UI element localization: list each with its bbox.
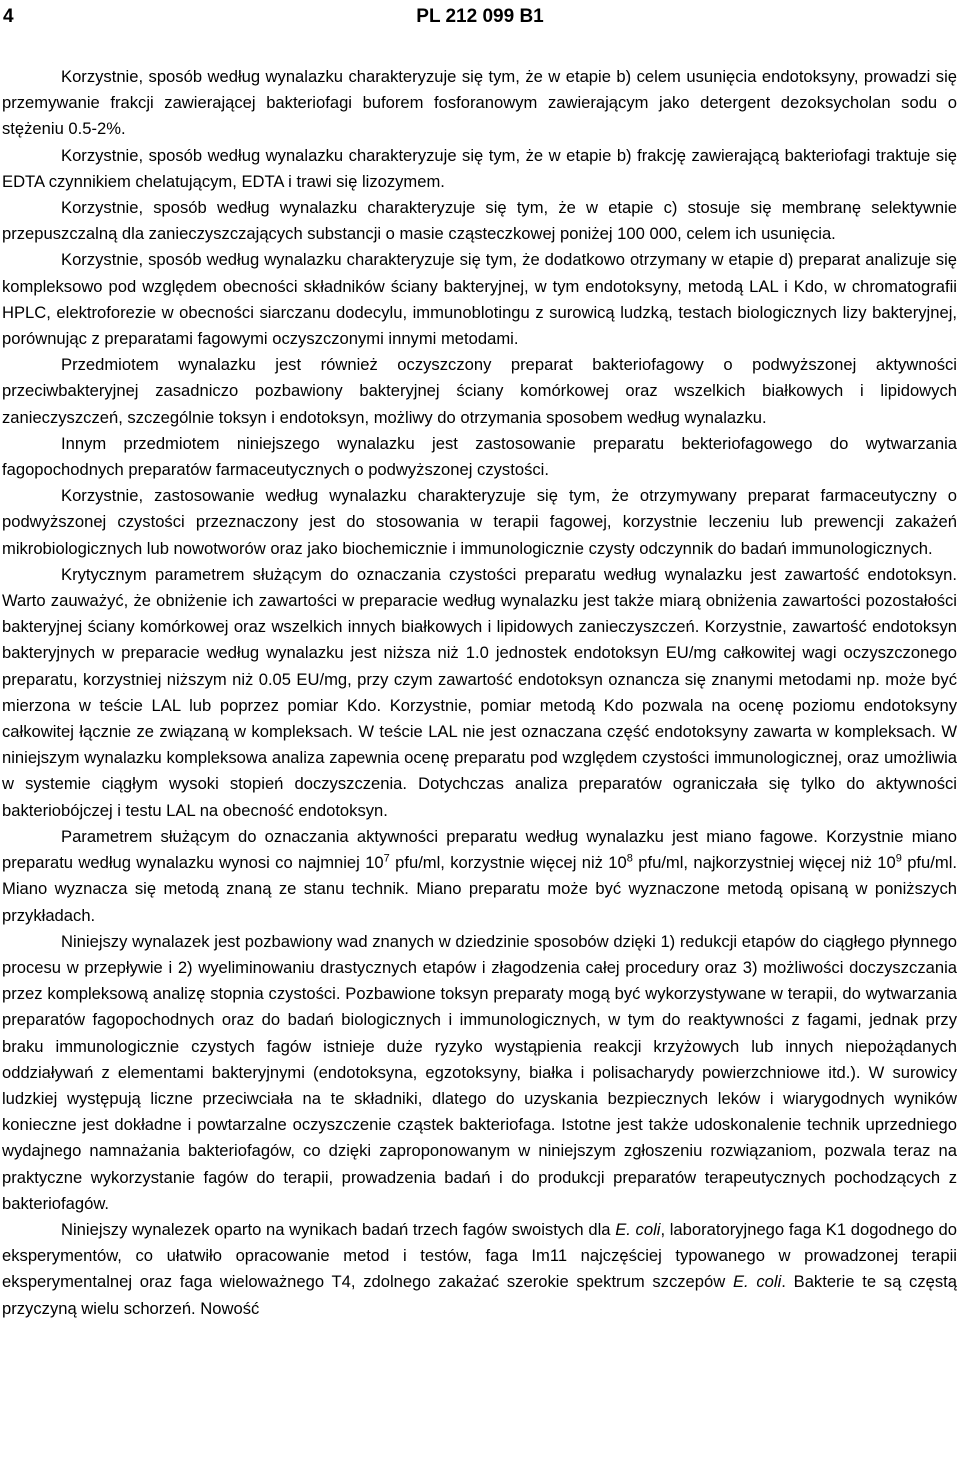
- text-run: Niniejszy wynalezek oparto na wynikach badań trzech fagów swoistych dla: [61, 1219, 616, 1239]
- exponent: 8: [626, 852, 633, 865]
- paragraph: Korzystnie, sposób według wynalazku charakteryzuje się tym, że w etapie b) frakcję zawierającą bakteriofagi traktuje się EDTA czynnikiem chelatującym, EDTA i trawi się lizozymem.: [2, 145, 957, 191]
- page-number: 4: [3, 6, 14, 27]
- paragraph-phages: [2, 1217, 957, 1322]
- exponent: 9: [895, 852, 902, 865]
- paragraph: Przedmiotem wynalazku jest również oczyszczony preparat bakteriofagowy o podwyższonej aktywności przeciwbakteryjnej zasadniczo pozbawiony bakteryjnej ściany komórkowej oraz wszelkich białkowych i lipidowych zanieczyszczeń, szczególnie toksyn i endotoksyn, możliwy do otrzymania sposobem według wynalazku.: [2, 355, 957, 427]
- patent-number: PL 212 099 B1: [416, 6, 544, 27]
- paragraph-titre: [2, 824, 957, 929]
- paragraph: Korzystnie, zastosowanie według wynalazku charakteryzuje się tym, że otrzymywany preparat farmaceutyczny o podwyższonej czystości przeznaczony jest do stosowania w terapii fagowej, korzystnie leczeniu lub prewencji zakażeń mikrobiologicznych lub nowotworów oraz jako biochemicznie i immunologicznie czysty odczynnik do badań immunologicznych.: [2, 486, 957, 558]
- paragraph: Korzystnie, sposób według wynalazku charakteryzuje się tym, że dodatkowo otrzymany w etapie d) preparat analizuje się kompleksowo pod względem obecności składników ściany bakteryjnej, w tym endotoksyny, metodą LAL i Kdo, w chromatografii HPLC, elektroforezie w obecności siarczanu dodecylu, immunoblotingu z surowicą ludzką, testach biologicznych lizy bakteryjnej, porównując z preparatami fagowymi oczyszczonymi innymi metodami.: [2, 250, 957, 349]
- paragraph: Korzystnie, sposób według wynalazku charakteryzuje się tym, że w etapie b) celem usunięcia endotoksyny, prowadzi się przemywanie frakcji zawierającej bakteriofagi buforem fosforanowym zawierającym jako detergent dezoksycholan sodu o stężeniu 0.5-2%.: [2, 67, 957, 139]
- text-run: pfu/ml, korzystnie więcej niż 10: [389, 853, 627, 873]
- paragraph: Korzystnie, sposób według wynalazku charakteryzuje się tym, że w etapie c) stosuje się membranę selektywnie przepuszczalną dla zanieczyszczających substancji o masie cząsteczkowej poniżej 100 000, celem ich usunięcia.: [2, 198, 957, 244]
- species-name: E. coli: [732, 1272, 782, 1292]
- paragraph: Innym przedmiotem niniejszego wynalazku jest zastosowanie preparatu bekteriofagowego do wytwarzania fagopochodnych preparatów farmaceutycznych o podwyższonej czystości.: [2, 433, 957, 480]
- paragraph: Krytycznym parametrem służącym do oznaczania czystości preparatu według wynalazku jest zawartość endotoksyn. Warto zauważyć, że obniżenie ich zawartości w preparacie według wynalazku jest także miarą obniżenia zawartości pozostałości bakteryjnej ściany komórkowej oraz wszelkich innych białkowych i lipidowych zanieczyszczeń. Korzystnie, zawartość endotoksyn bakteryjnych w preparacie według wynalazku jest niższa niż 1.0 jednostek endotoksyn EU/mg całkowitej wagi oczyszczonego preparatu, korzystniej niższym niż 0.05 EU/mg, przy czym zawartość endotoksyn oznancza się znanymi metodami np. może być mierzona w teście LAL lub poprzez pomiar Kdo. Korzystnie, pomiar metodą Kdo pozwala na ocenę poziomu endotoksyny całkowitej łącznie ze związaną w kompleksach. W teście LAL nie jest oznaczana część endotoksyny zawarta w kompleksach. W niniejszym wynalazku kompleksowa analiza zapewnia ocenę preparatu pod względem czystości immunologicznej, oraz umożliwia w systemie ciągłym wysoki stopień doczyszczenia. Dotychczas analiza preparatów ograniczała się tylko do aktywności bakteriobójczej i testu LAL na obecność endotoksyn.: [2, 564, 957, 820]
- page-header: [0, 0, 960, 40]
- document-body: [2, 64, 957, 1322]
- text-run: . Bakterie te są częstą przyczyną wielu schorzeń. Nowość: [2, 1272, 958, 1318]
- text-run: , laboratoryjnego faga K1 dogodnego do eksperymentów, co ułatwiło opracowanie metod i testów, faga Im11 najczęściej typowanego w prowadzonej terapii eksperymentalnej oraz faga wieloważnego T4, zdolnego zakażać szerokie spektrum szczepów: [2, 1219, 957, 1292]
- text-run: pfu/ml. Miano wyznacza się metodą znaną ze stanu technik. Miano preparatu może być wyznaczone metodą opisaną w poniższych przykładach.: [2, 853, 957, 925]
- paragraph: Niniejszy wynalazek jest pozbawiony wad znanych w dziedzinie sposobów dzięki 1) redukcji etapów do ciągłego płynnego procesu w przepływie i 2) wyeliminowaniu drastycznych etapów i złagodzenia całej procedury oraz 3) możliwości doczyszczania przez kompleksową analizę stopnia czystości. Pozbawione toksyn preparaty mogą być wykorzystywane w terapii, do wytwarzania preparatów fagopochodnych oraz do badań biologicznych i immunologicznych, w tym do reaktywności z fagami, jednak przy braku immunologicznie czystych fagów istnieje duże ryzyko wystąpienia reakcji krzyżowych lub innych niepożądanych oddziaływań z elementami bakteryjnymi (endotoksyna, egzotoksyny, białka i polisacharydy powierzchniowe itd.). W surowicy ludzkiej występują liczne przeciwciała na te składniki, dlatego do uzyskania bezpiecznych leków i wiarygodnych wyników konieczne jest dokładne i powtarzalne oczyszczenie cząstek bakteriofaga. Istotne jest także udoskonalenie technik uprzedniego wydajnego namnażania bakteriofagów, co dzięki zaproponowanym w niniejszym zgłoszeniu rozwiązaniom, pozwala teraz na praktyczne wykorzystanie fagów do terapii, prowadzenia badań i do produkcji preparatów terapeutycznych pochodzących z bakteriofagów.: [2, 931, 957, 1213]
- text-run: Parametrem służącym do oznaczania aktywności preparatu według wynalazku jest miano fagowe. Korzystnie miano preparatu według wynalazku wynosi co najmniej 10: [2, 826, 957, 873]
- species-name: E. coli: [615, 1219, 661, 1239]
- text-run: pfu/ml, najkorzystniej więcej niż 10: [632, 853, 896, 873]
- exponent: 7: [383, 852, 390, 865]
